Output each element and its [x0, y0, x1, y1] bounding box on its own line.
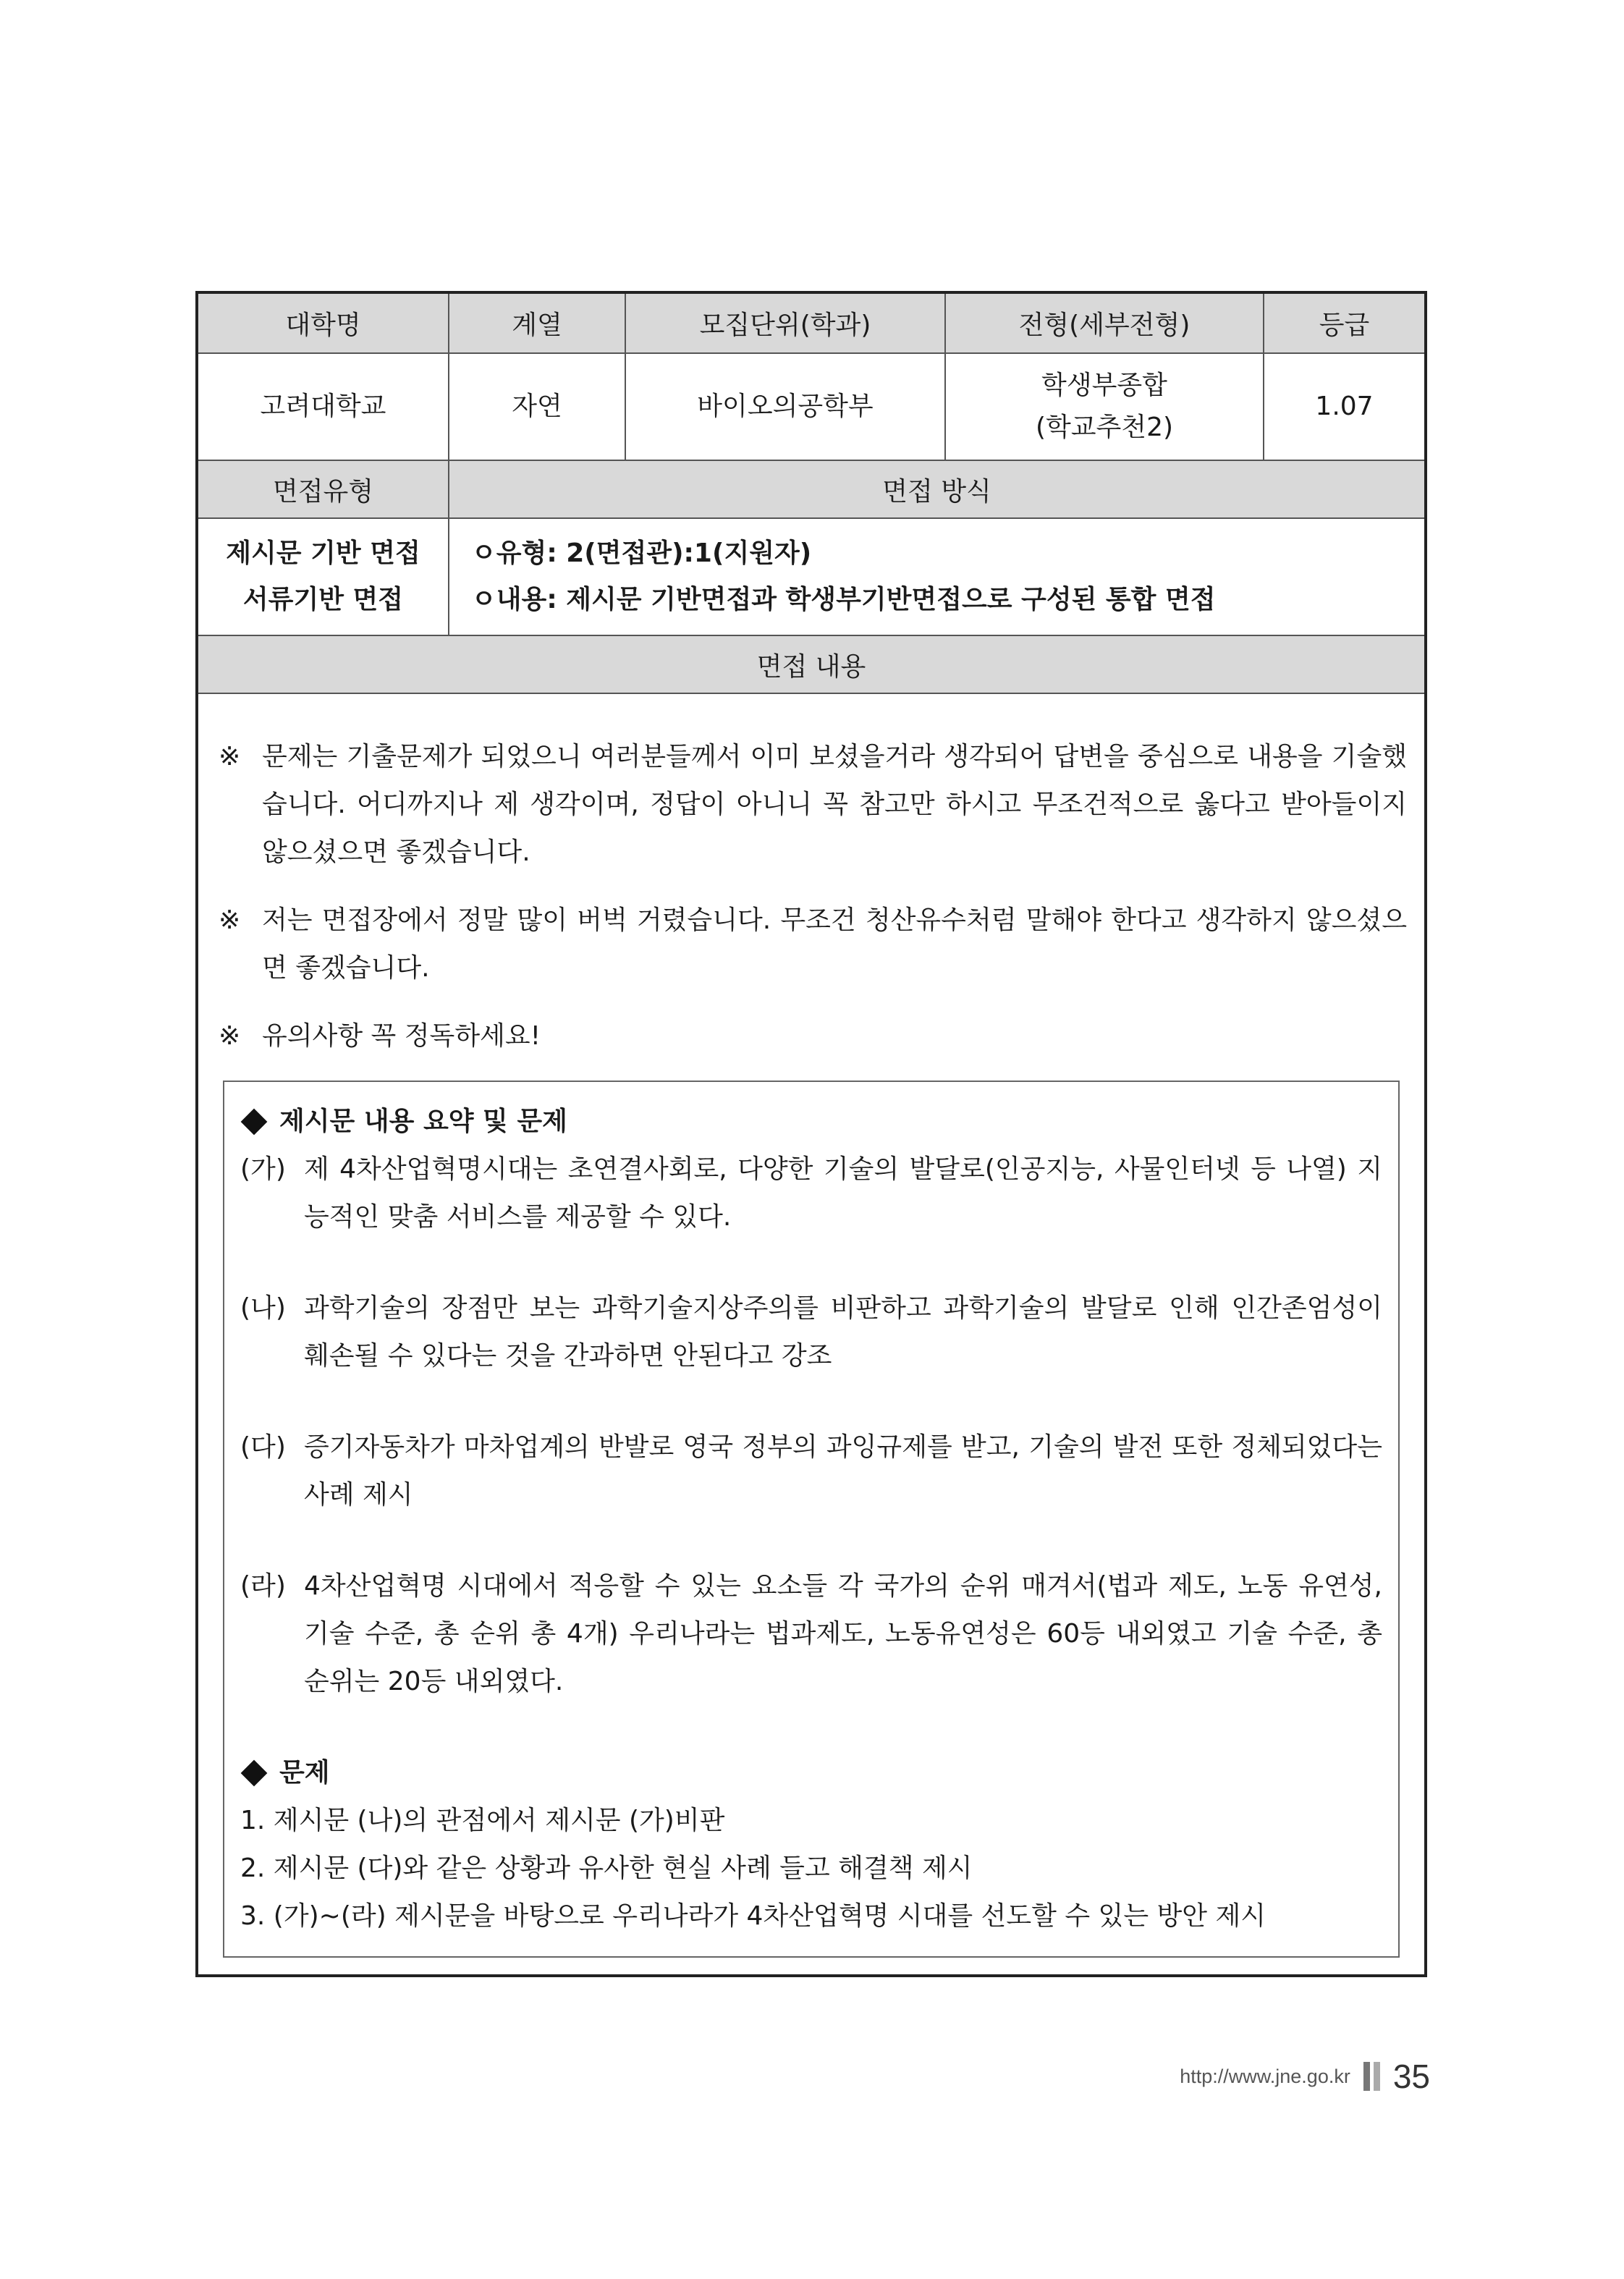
cell-department: 바이오의공학부: [625, 353, 945, 460]
note-item: [213, 897, 1410, 992]
passage-label: (나): [240, 1293, 286, 1323]
question-item: 2. 제시문 (다)와 같은 상황과 유사한 현실 사례 들고 해결책 제시: [240, 1853, 973, 1883]
method-line1: ㅇ유형: 2(면접관):1(지원자): [471, 538, 812, 568]
admission-line2: (학교추천2): [1035, 413, 1174, 442]
header-university: 대학명: [198, 294, 449, 353]
header-admission: 전형(세부전형): [945, 294, 1264, 353]
table-header-row: [198, 294, 1424, 353]
question-item: 1. 제시문 (나)의 관점에서 제시문 (가)비판: [240, 1806, 725, 1835]
content-header: 면접 내용: [198, 635, 1424, 693]
diamond-bullet-icon: [241, 1760, 268, 1787]
passage-item: [240, 1146, 1382, 1241]
note-item: [213, 1012, 1410, 1060]
page-number: 35: [1392, 2058, 1430, 2095]
note-text: 저는 면접장에서 정말 많이 버벅 거렸습니다. 무조건 청산유수처럼 말해야 한다고 생각하지 않으셨으면 좋겠습니다.: [262, 905, 1407, 983]
passage-item: [240, 1424, 1382, 1519]
note-item: [213, 733, 1410, 876]
page-footer: [1180, 2057, 1430, 2096]
interview-type-cell: [198, 518, 449, 635]
question-item: 3. (가)~(라) 제시문을 바탕으로 우리나라가 4차산업혁명 시대를 선도할 수 있는 방안 제시: [240, 1901, 1266, 1931]
header-department: 모집단위(학과): [625, 294, 945, 353]
interview-content-body: [198, 694, 1424, 1958]
reference-mark-icon: ※: [219, 1021, 241, 1051]
header-grade: 등급: [1264, 294, 1424, 353]
footer-bars-icon: [1363, 2062, 1380, 2091]
passage-item: [240, 1285, 1382, 1380]
interview-header-row: [198, 460, 1424, 518]
reference-mark-icon: ※: [219, 905, 241, 935]
method-line2: ㅇ내용: 제시문 기반면접과 학생부기반면접으로 구성된 통합 면접: [471, 585, 1216, 614]
note-text: 유의사항 꼭 정독하세요!: [262, 1021, 541, 1051]
passage-text: 증기자동차가 마차업계의 반발로 영국 정부의 과잉규제를 받고, 기술의 발전 또한 정체되었다는 사례 제시: [304, 1432, 1382, 1510]
cell-university: 고려대학교: [198, 353, 449, 460]
passage-label: (다): [240, 1432, 286, 1462]
interview-type-line1: 제시문 기반 면접: [226, 538, 420, 568]
interview-method-header: 면접 방식: [449, 460, 1424, 518]
passage-item: [240, 1563, 1382, 1706]
passage-summary-box: [223, 1081, 1400, 1958]
header-field: 계열: [449, 294, 625, 353]
summary-title-text: 제시문 내용 요약 및 문제: [279, 1107, 567, 1136]
questions-title-text: 문제: [279, 1758, 330, 1788]
footer-url: http://www.jne.go.kr: [1180, 2065, 1350, 2087]
interview-detail-row: [198, 518, 1424, 635]
reference-mark-icon: ※: [219, 742, 241, 771]
cell-field: 자연: [449, 353, 625, 460]
questions-title: [240, 1749, 1382, 1797]
summary-title: [240, 1098, 1382, 1146]
passage-text: 4차산업혁명 시대에서 적응할 수 있는 요소들 각 국가의 순위 매겨서(법과 제도, 노동 유연성, 기술 수준, 총 순위 총 4개) 우리나라는 법과제도, 노동유연성은 60등 내외였고 기술 수준, 총 순위는 20등 내외였다.: [304, 1571, 1382, 1696]
interview-type-header: 면접유형: [198, 460, 449, 518]
table-data-row: [198, 353, 1424, 460]
interview-info-table: [198, 294, 1424, 694]
diamond-bullet-icon: [241, 1109, 268, 1136]
interview-method-cell: [449, 518, 1424, 635]
interview-type-line2: 서류기반 면접: [242, 585, 404, 614]
passage-label: (라): [240, 1571, 286, 1601]
interview-report-frame: [195, 291, 1427, 1977]
passage-label: (가): [240, 1154, 286, 1184]
passage-text: 제 4차산업혁명시대는 초연결사회로, 다양한 기술의 발달로(인공지능, 사물인터넷 등 나열) 지능적인 맞춤 서비스를 제공할 수 있다.: [304, 1154, 1382, 1232]
admission-line1: 학생부종합: [1041, 371, 1167, 400]
cell-grade: 1.07: [1264, 353, 1424, 460]
content-header-row: [198, 635, 1424, 693]
cell-admission: [945, 353, 1264, 460]
note-text: 문제는 기출문제가 되었으니 여러분들께서 이미 보셨을거라 생각되어 답변을 중심으로 내용을 기술했습니다. 어디까지나 제 생각이며, 정답이 아니니 꼭 참고만 하시고 무조건적으로 옳다고 받아들이지 않으셨으면 좋겠습니다.: [262, 742, 1407, 867]
passage-text: 과학기술의 장점만 보는 과학기술지상주의를 비판하고 과학기술의 발달로 인해 인간존엄성이 훼손될 수 있다는 것을 간과하면 안된다고 강조: [304, 1293, 1382, 1371]
